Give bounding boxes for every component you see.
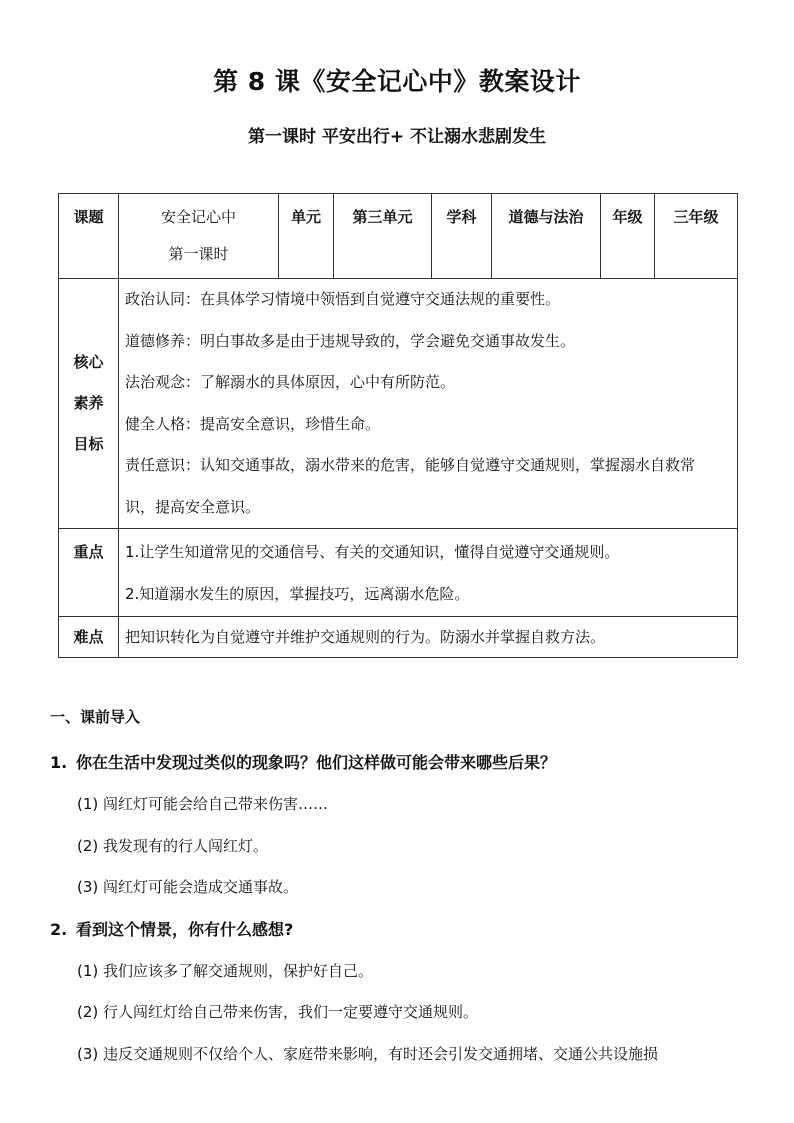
question-1: [50, 750, 556, 773]
question-number: 2.: [50, 920, 68, 939]
answer-item: (3) 违反交通规则不仅给个人、家庭带来影响，有时还会引发交通拥堵、交通公共设施损: [77, 1045, 659, 1063]
goal-item: 政治认同：在具体学习情境中领悟到自觉遵守交通法规的重要性。: [125, 290, 561, 308]
goal-item: 健全人格：提高安全意识，珍惜生命。: [125, 414, 381, 433]
difficulty-content-cell: [119, 617, 738, 658]
answer-item: (2) 我发现有的行人闯红灯。: [77, 837, 269, 855]
grade-label-cell: [601, 194, 655, 279]
page-title: 第 8 课《安全记心中》教案设计: [213, 67, 581, 96]
goal-item: 法治观念：了解溺水的具体原因，心中有所防范。: [125, 373, 456, 391]
answer-item: (1) 闯红灯可能会给自己带来伤害……: [77, 795, 329, 813]
goal-item: 责任意识：认知交通事故，溺水带来的危害，能够自觉遵守交通规则，掌握溺水自救常识，提高安全意识。: [125, 456, 696, 516]
key-points-label: 重点: [59, 529, 119, 617]
answer-item: (1) 我们应该多了解交通规则，保护好自己。: [77, 962, 374, 980]
subject-value-cell: [492, 194, 601, 279]
unit-value-cell: [334, 194, 432, 279]
unit-value: 第三单元: [352, 208, 413, 226]
difficulty-text: 把知识转化为自觉遵守并维护交通规则的行为。防溺水并掌握自救方法。: [125, 628, 606, 646]
unit-label: 单元: [290, 208, 321, 226]
goal-item: 道德修养：明白事故多是由于违规导致的，学会避免交通事故发生。: [125, 331, 576, 350]
page-subtitle: 第一课时 平安出行+ 不让溺水悲剧发生: [247, 127, 547, 147]
topic-label: 课题: [73, 208, 104, 226]
grade-value-cell: [655, 194, 738, 279]
goals-content-cell: [119, 279, 738, 529]
question-text: 你在生活中发现过类似的现象吗？他们这样做可能会带来哪些后果？: [76, 753, 557, 772]
goals-label-line: 核心: [73, 353, 104, 371]
goals-row: [59, 279, 738, 529]
answer-item: (2) 行人闯红灯给自己带来伤害，我们一定要遵守交通规则。: [77, 1003, 479, 1021]
section-heading: 一、课前导入: [50, 708, 141, 726]
question-text: 看到这个情景，你有什么感想?: [76, 920, 294, 939]
grade-label: 年级: [612, 208, 643, 226]
topic-value-line: 第一课时: [168, 245, 229, 263]
goals-label-cell: [59, 279, 119, 529]
difficulty-label: 难点: [59, 617, 119, 658]
topic-label-cell: [59, 194, 119, 279]
key-points-content-cell: [119, 529, 738, 617]
topic-value-line: 安全记心中: [160, 208, 236, 226]
topic-value-cell: [119, 194, 279, 279]
unit-label-cell: [279, 194, 334, 279]
answer-item: (3) 闯红灯可能会造成交通事故。: [77, 878, 299, 896]
difficulty-row: [59, 617, 738, 658]
question-number: 1.: [50, 753, 68, 772]
header-row: [59, 194, 738, 279]
key-points-row: [59, 529, 738, 617]
subject-value: 道德与法治: [508, 208, 584, 226]
question-2: [50, 917, 293, 940]
subject-label: 学科: [446, 208, 477, 226]
key-point-item: 2.知道溺水发生的原因，掌握技巧，远离溺水危险。: [125, 585, 470, 603]
subject-label-cell: [432, 194, 492, 279]
grade-value: 三年级: [673, 208, 719, 226]
goals-label-line: 目标: [73, 435, 104, 453]
key-point-item: 1.让学生知道常见的交通信号、有关的交通知识，懂得自觉遵守交通规则。: [125, 543, 620, 561]
lesson-info-table: [58, 193, 738, 658]
goals-label-line: 素养: [73, 394, 104, 412]
